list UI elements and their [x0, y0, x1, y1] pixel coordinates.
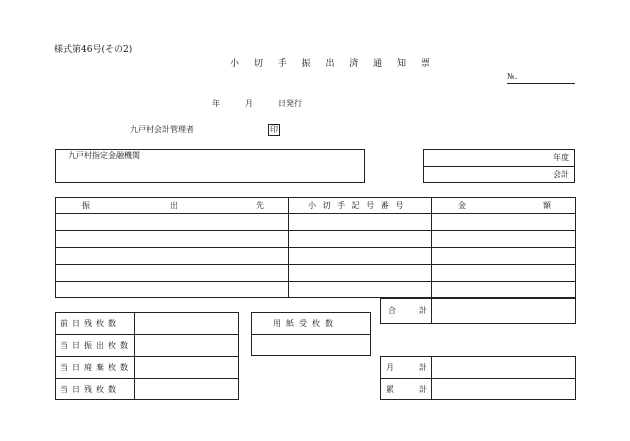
counts-row-divider [55, 334, 239, 335]
counts-row-divider [55, 378, 239, 379]
header-payee-3: 先 [256, 201, 264, 210]
date-issue: 日発行 [278, 99, 302, 108]
total-label-2: 計 [419, 306, 427, 315]
number-underline [507, 83, 575, 84]
number-label: №. [507, 72, 518, 81]
form-title: 小 切 手 振 出 済 通 知 票 [230, 59, 436, 69]
counts-row-divider [55, 356, 239, 357]
count-issued-today: 当日振出枚数 [60, 341, 132, 350]
cumulative-total-2: 計 [419, 385, 427, 394]
paper-received-label: 用紙受枚数 [273, 319, 338, 328]
month-total-1: 月 [386, 363, 394, 372]
count-voided-today: 当日廃棄枚数 [60, 363, 132, 372]
paper-received-divider [251, 334, 371, 335]
account-label: 会計 [553, 170, 569, 179]
issuer-name: 九戸村会計管理者 [130, 125, 194, 134]
header-amount-2: 額 [543, 201, 551, 210]
header-divider [55, 213, 576, 214]
header-check-number: 小 切 手 記 号 番 号 [308, 201, 406, 210]
seal-mark: 印 [270, 125, 278, 134]
header-payee-1: 振 [82, 201, 90, 210]
summary-row-divider [380, 378, 576, 379]
row-divider [55, 281, 576, 282]
date-month: 月 [245, 99, 253, 108]
header-amount-1: 金 [458, 201, 466, 210]
header-payee-2: 出 [170, 201, 178, 210]
fiscal-year-label: 年度 [553, 153, 569, 162]
bank-label: 九戸村指定金融機関 [68, 151, 140, 160]
fiscal-divider [423, 166, 575, 167]
form-number: 様式第46号(その2) [54, 45, 133, 55]
row-divider [55, 247, 576, 248]
total-label-1: 合 [388, 306, 396, 315]
total-box [380, 298, 576, 324]
month-total-2: 計 [419, 363, 427, 372]
date-year: 年 [212, 99, 220, 108]
row-divider [55, 230, 576, 231]
cumulative-total-1: 累 [386, 385, 394, 394]
count-prev-remaining: 前日残枚数 [60, 319, 120, 328]
row-divider [55, 264, 576, 265]
count-remaining-today: 当日残枚数 [60, 385, 120, 394]
